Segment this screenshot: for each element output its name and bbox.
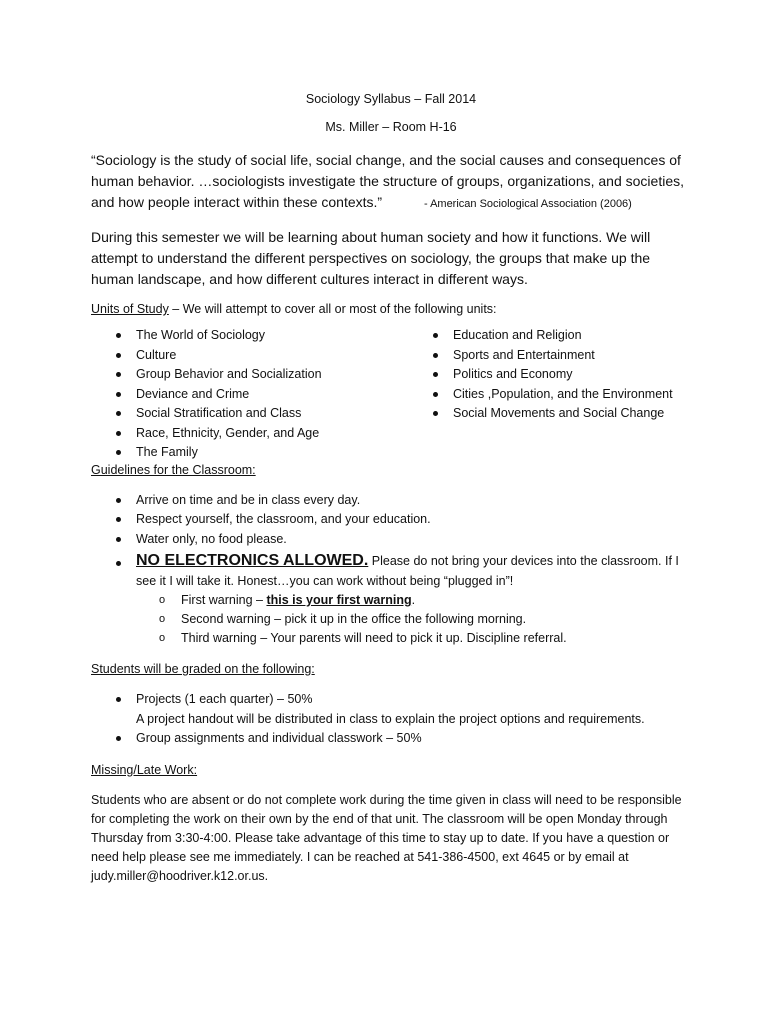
list-item: The World of Sociology xyxy=(91,326,409,346)
guidelines-list xyxy=(91,491,691,649)
bullet-icon xyxy=(433,392,438,397)
list-item-electronics: NO ELECTRONICS ALLOWED. Please do not bring your devices into the classroom. If I see it I will take it. Honest…you can work without being “plugged in”! xyxy=(91,551,691,591)
bullet-icon xyxy=(433,372,438,377)
late-work-paragraph: Students who are absent or do not complete work during the time given in class will need to be responsible for completing the work on their own by the end of that unit. The classroom will be open Monday through Thursday from 3:30-4:00. Please take advantage of this time to stay up to date. If you have a question or need help please see me immediately. I can be reached at 541-386-4500, ext 4645 or by email at judy.miller@hoodriver.k12.or.us. xyxy=(91,792,682,883)
bullet-icon xyxy=(116,537,121,542)
list-item: Social Movements and Social Change xyxy=(409,404,691,424)
teacher-room: Ms. Miller – Room H-16 xyxy=(325,120,457,134)
units-lead: – We will attempt to cover all or most of the following units: xyxy=(168,302,497,316)
units-left-column xyxy=(91,326,409,463)
bullet-icon xyxy=(116,697,121,702)
syllabus-page xyxy=(91,88,691,886)
circle-bullet-icon: o xyxy=(159,613,166,625)
bullet-icon xyxy=(116,353,121,358)
electronics-rule: NO ELECTRONICS ALLOWED. xyxy=(136,552,369,569)
list-item: o First warning – this is your first warning. xyxy=(91,591,691,610)
guidelines-heading: Guidelines for the Classroom: xyxy=(91,462,256,477)
bullet-icon xyxy=(116,498,121,503)
list-item: Deviance and Crime xyxy=(91,385,409,405)
circle-bullet-icon: o xyxy=(159,632,166,644)
list-item: Cities ,Population, and the Environment xyxy=(409,385,691,405)
grading-heading: Students will be graded on the following: xyxy=(91,662,315,676)
projects-note: A project handout will be distributed in class to explain the project options and requirements. xyxy=(136,711,645,726)
list-item: Culture xyxy=(91,346,409,366)
units-right-column xyxy=(409,326,691,463)
list-item: Projects (1 each quarter) – 50% A project handout will be distributed in class to explain the project options and requirements. xyxy=(91,690,691,729)
intro-paragraph: During this semester we will be learning about human society and how it functions. We will attempt to understand the different perspectives on sociology, the groups that make up the human landscape, and how different cultures interact in different ways. xyxy=(91,229,651,287)
list-item: Sports and Entertainment xyxy=(409,346,691,366)
list-item: Arrive on time and be in class every day. xyxy=(91,491,691,511)
grading-list xyxy=(91,690,691,749)
list-item: Respect yourself, the classroom, and your education. xyxy=(91,510,691,530)
bullet-icon xyxy=(116,431,121,436)
list-item: Group assignments and individual classwork – 50% xyxy=(91,729,691,749)
bullet-icon xyxy=(433,333,438,338)
units-heading xyxy=(91,302,691,316)
bullet-icon xyxy=(116,450,121,455)
bullet-icon xyxy=(116,392,121,397)
bullet-icon xyxy=(116,517,121,522)
list-item: Race, Ethnicity, Gender, and Age xyxy=(91,424,409,444)
late-work-heading: Missing/Late Work: xyxy=(91,762,198,777)
list-item: Water only, no food please. xyxy=(91,530,691,550)
list-item: o Third warning – Your parents will need to pick it up. Discipline referral. xyxy=(91,629,691,648)
list-item: Group Behavior and Socialization xyxy=(91,365,409,385)
quote-text: “Sociology is the study of social life, social change, and the social causes and consequences of human behavior. …sociologists investigate the structure of groups, organizations, and societies, and how people interact within these contexts.” xyxy=(91,152,684,210)
bullet-icon xyxy=(116,736,121,741)
bullet-icon xyxy=(116,411,121,416)
units-label: Units of Study xyxy=(91,302,169,316)
list-item: Education and Religion xyxy=(409,326,691,346)
quote-attribution: - American Sociological Association (2006) xyxy=(423,198,632,210)
list-item: Politics and Economy xyxy=(409,365,691,385)
definition-quote xyxy=(91,150,691,215)
bullet-icon xyxy=(116,372,121,377)
circle-bullet-icon: o xyxy=(159,594,166,606)
bullet-icon xyxy=(116,333,121,338)
list-item: Social Stratification and Class xyxy=(91,404,409,424)
list-item: o Second warning – pick it up in the office the following morning. xyxy=(91,610,691,629)
page-title: Sociology Syllabus – Fall 2014 xyxy=(305,92,477,106)
bullet-icon xyxy=(116,561,121,566)
bullet-icon xyxy=(433,411,438,416)
units-columns xyxy=(91,326,691,463)
warning-list xyxy=(91,591,691,648)
list-item: The Family xyxy=(91,443,409,463)
bullet-icon xyxy=(433,353,438,358)
